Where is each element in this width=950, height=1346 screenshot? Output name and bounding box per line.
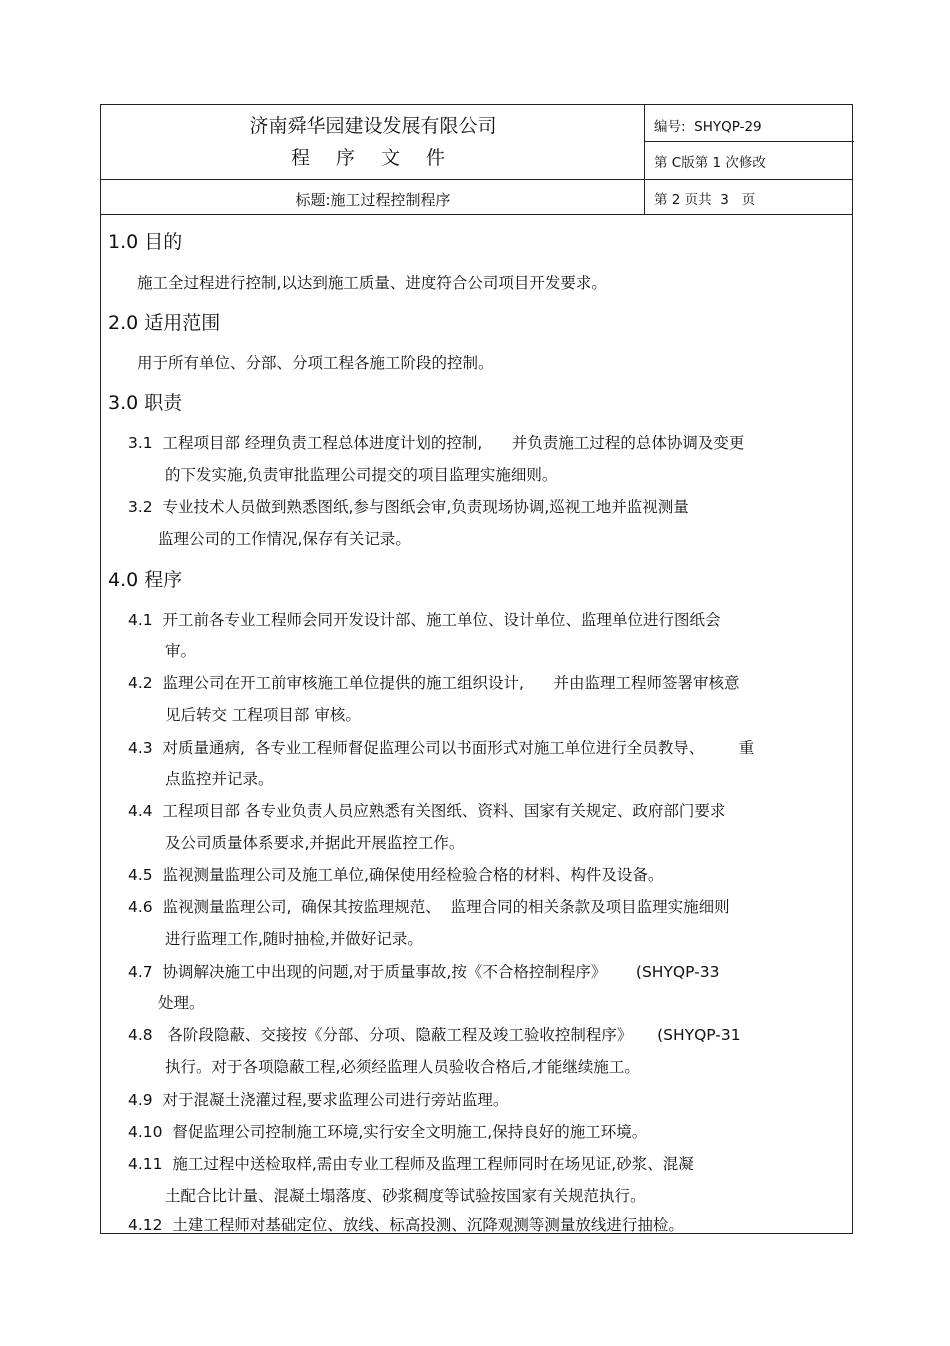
clause-line: 4.3 对质量通病, 各专业工程师督促监理公司以书面形式对施工单位进行全员教导、 重 xyxy=(128,739,755,757)
document-frame xyxy=(100,104,853,1234)
document-title: 标题:施工过程控制程序 xyxy=(295,191,451,209)
clause-line: 4.10 督促监理公司控制施工环境,实行安全文明施工,保持良好的施工环境。 xyxy=(128,1123,648,1141)
clause-line: 的下发实施,负责审批监理公司提交的项目监理实施细则。 xyxy=(165,466,558,484)
section-text: 施工全过程进行控制,以达到施工质量、进度符合公司项目开发要求。 xyxy=(137,274,607,292)
clause-line: 4.9 对于混凝土浇灌过程,要求监理公司进行旁站监理。 xyxy=(128,1091,509,1109)
clause-line: 3.1 工程项目部 经理负责工程总体进度计划的控制, 并负责施工过程的总体协调及变更 xyxy=(128,434,745,452)
document-number: 编号: SHYQP-29 xyxy=(654,119,762,135)
clause-line: 监理公司的工作情况,保存有关记录。 xyxy=(158,530,411,548)
page-number: 第 2 页共 3 页 xyxy=(654,192,756,208)
header-divider-1 xyxy=(101,179,852,180)
clause-line: 4.6 监视测量监理公司, 确保其按监理规范、 监理合同的相关条款及项目监理实施细则 xyxy=(128,898,730,916)
document-type: 程 序 文 件 xyxy=(290,147,456,169)
header-divider-2 xyxy=(101,214,852,215)
clause-line: 4.5 监视测量监理公司及施工单位,确保使用经检验合格的材料、构件及设备。 xyxy=(128,866,664,884)
company-name: 济南舜华园建设发展有限公司 xyxy=(249,115,497,137)
clause-line: 审。 xyxy=(165,642,197,660)
clause-line: 4.4 工程项目部 各专业负责人员应熟悉有关图纸、资料、国家有关规定、政府部门要求 xyxy=(128,802,726,820)
clause-line: 3.2 专业技术人员做到熟悉图纸,参与图纸会审,负责现场协调,巡视工地并监视测量 xyxy=(128,498,689,516)
clause-line: 进行监理工作,随时抽检,并做好记录。 xyxy=(165,930,423,948)
clause-line: 点监控并记录。 xyxy=(165,770,274,788)
clause-line: 执行。对于各项隐蔽工程,必须经监理人员验收合格后,才能继续施工。 xyxy=(165,1058,640,1076)
section-text: 用于所有单位、分部、分项工程各施工阶段的控制。 xyxy=(137,354,494,372)
section-heading-purpose: 1.0 目的 xyxy=(108,231,183,253)
clause-line: 4.1 开工前各专业工程师会同开发设计部、施工单位、设计单位、监理单位进行图纸会 xyxy=(128,611,721,629)
clause-line: 处理。 xyxy=(158,994,205,1012)
clause-line: 4.2 监理公司在开工前审核施工单位提供的施工组织设计, 并由监理工程师签署审核意 xyxy=(128,674,740,692)
document-revision: 第 C版第 1 次修改 xyxy=(654,155,766,171)
clause-line: 土配合比计量、混凝土塌落度、砂浆稠度等试验按国家有关规范执行。 xyxy=(165,1187,646,1205)
clause-line: 见后转交 工程项目部 审核。 xyxy=(165,706,361,724)
clause-line: 4.8 各阶段隐蔽、交接按《分部、分项、隐蔽工程及竣工验收控制程序》 (SHYQP-31 xyxy=(128,1026,741,1044)
header-divider-meta xyxy=(644,141,854,142)
section-heading-scope: 2.0 适用范围 xyxy=(108,312,221,334)
clause-line: 4.12 土建工程师对基础定位、放线、标高投测、沉降观测等测量放线进行抽检。 xyxy=(128,1216,684,1234)
section-heading-procedure: 4.0 程序 xyxy=(108,569,183,591)
section-heading-duties: 3.0 职责 xyxy=(108,392,183,414)
clause-line: 4.11 施工过程中送检取样,需由专业工程师及监理工程师同时在场见证,砂浆、混凝 xyxy=(128,1155,694,1173)
clause-line: 4.7 协调解决施工中出现的问题,对于质量事故,按《不合格控制程序》 (SHYQP-33 xyxy=(128,963,720,981)
clause-line: 及公司质量体系要求,并据此开展监控工作。 xyxy=(165,834,465,852)
